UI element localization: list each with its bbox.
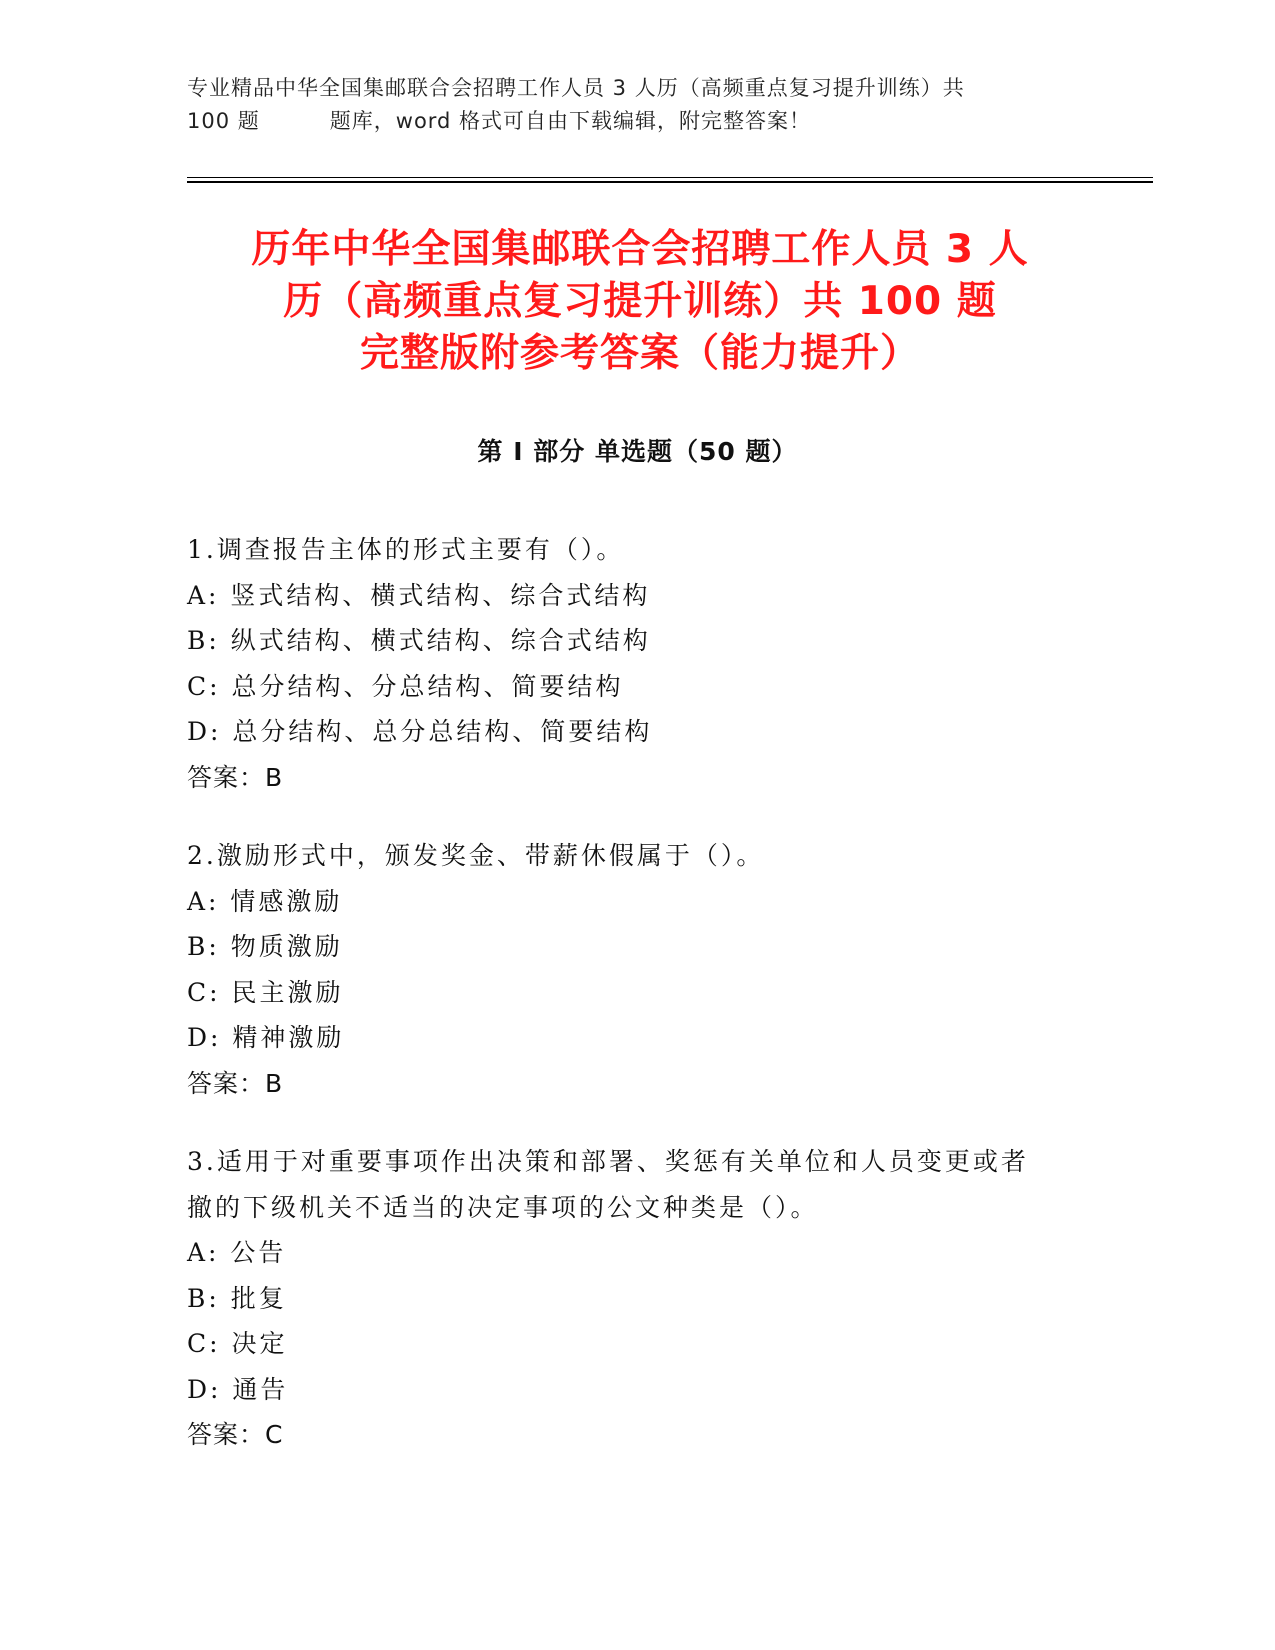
question-list xyxy=(187,527,1087,1491)
option-b: B: 物质激励 xyxy=(187,932,343,961)
option-c: C: 总分结构、分总结构、简要结构 xyxy=(187,671,624,701)
header-line-2-left: 100 题 xyxy=(187,109,260,133)
question-stem: 1.调查报告主体的形式主要有（）。 xyxy=(187,535,625,564)
answer: 答案：B xyxy=(187,1068,284,1098)
document-title xyxy=(160,224,1120,380)
header-line-2 xyxy=(187,105,1067,138)
title-line-1: 历年中华全国集邮联合会招聘工作人员 3 人 xyxy=(251,227,1029,272)
question-stem: 2.激励形式中，颁发奖金、带薪休假属于（）。 xyxy=(187,841,765,870)
question-1 xyxy=(187,527,1087,800)
title-line-2: 历（高频重点复习提升训练）共 100 题 xyxy=(283,279,997,324)
question-stem-line-1: 3.适用于对重要事项作出决策和部署、奖惩有关单位和人员变更或者 xyxy=(187,1147,1029,1176)
question-3 xyxy=(187,1139,1087,1458)
option-c: C: 决定 xyxy=(187,1329,288,1358)
header-note xyxy=(187,72,1067,138)
question-2 xyxy=(187,833,1087,1106)
option-d: D: 通告 xyxy=(187,1374,289,1404)
option-c: C: 民主激励 xyxy=(187,977,344,1007)
option-d: D: 精神激励 xyxy=(187,1023,345,1052)
header-line-1: 专业精品中华全国集邮联合会招聘工作人员 3 人历（高频重点复习提升训练）共 xyxy=(187,76,965,100)
question-stem-line-2: 撤的下级机关不适当的决定事项的公文种类是（）。 xyxy=(187,1192,819,1222)
option-b: B: 批复 xyxy=(187,1283,287,1313)
option-a: A: 情感激励 xyxy=(187,886,343,916)
option-a: A: 公告 xyxy=(187,1238,287,1267)
option-d: D: 总分结构、总分总结构、简要结构 xyxy=(187,717,653,746)
section-heading: 第 I 部分 单选题（50 题） xyxy=(477,437,798,466)
header-rule-thick xyxy=(187,181,1153,183)
title-line-3: 完整版附参考答案（能力提升） xyxy=(359,331,920,376)
option-a: A: 竖式结构、横式结构、综合式结构 xyxy=(187,580,651,610)
option-b: B: 纵式结构、横式结构、综合式结构 xyxy=(187,626,651,655)
answer: 答案：B xyxy=(187,762,284,792)
answer: 答案：C xyxy=(187,1420,284,1449)
header-rule-thin xyxy=(187,177,1153,178)
header-line-2-right: 题库，word 格式可自由下载编辑，附完整答案！ xyxy=(329,109,812,133)
